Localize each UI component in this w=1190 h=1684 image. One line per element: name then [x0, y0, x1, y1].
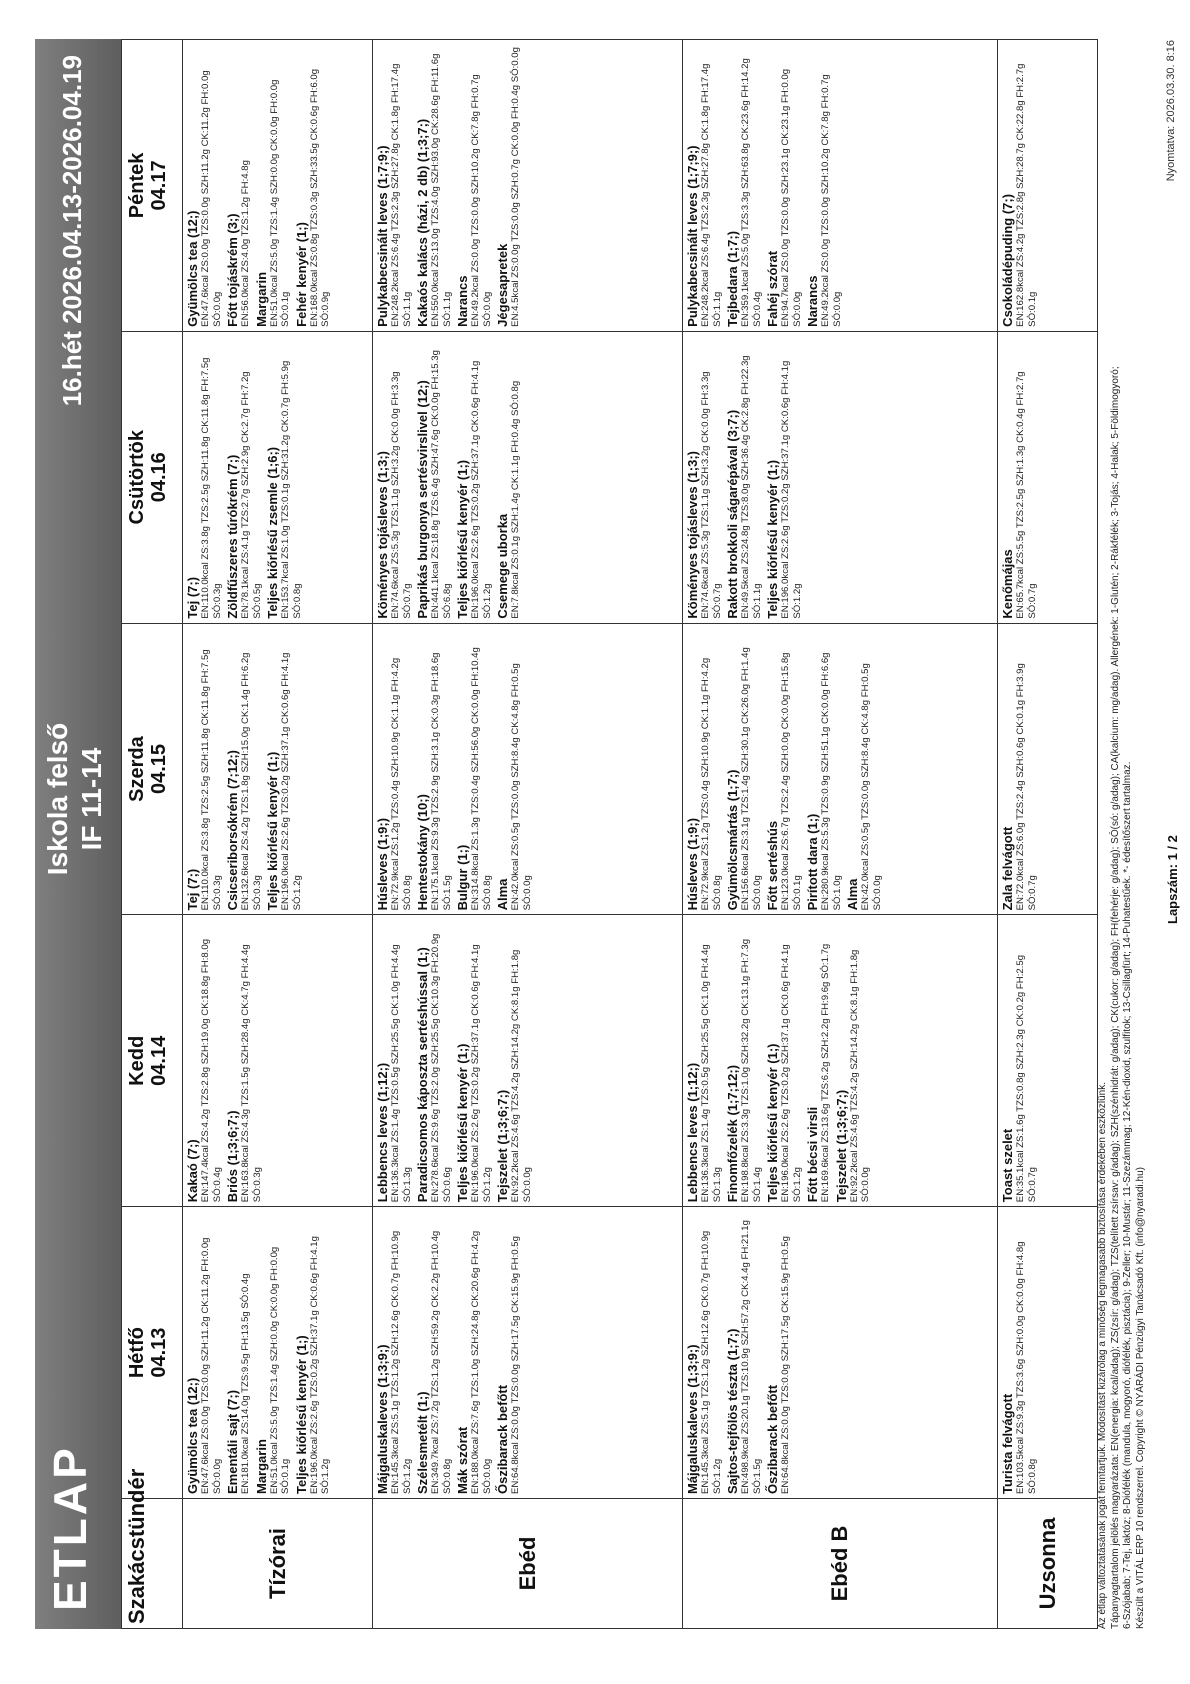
- menu-item: [185, 628, 223, 911]
- dish-name: Főtt tojáskrém (3;): [225, 213, 240, 327]
- nutrition-info: EN:51.0kcal ZS:5.0g TZS:1.4g SZH:0.0g CK:0.0g FH:0.0g SÓ:0.1g: [268, 1246, 291, 1494]
- dish-name: Teljes kiőrlésű kenyér (1;): [265, 751, 280, 911]
- menu-cell: [683, 331, 998, 623]
- dish-name: Bulgur (1;): [455, 844, 470, 911]
- menu-item: [725, 1211, 763, 1494]
- dish-name: Zala felvágott: [1000, 826, 1015, 911]
- menu-table: [121, 39, 1098, 1629]
- menu-cell: [183, 331, 373, 623]
- nutrition-info: EN:196.0kcal ZS:2.6g TZS:0.2g SZH:37.1g CK:0.6g FH:4.1g SÓ:1.2g: [470, 360, 493, 619]
- dish-name: Ementáli sajt (7;): [225, 1389, 240, 1494]
- dish-name: Köményes tojásleves (1;3;): [685, 450, 700, 619]
- menu-cell: [183, 623, 373, 915]
- nutrition-info: EN:349.7kcal ZS:7.2g TZS:1.2g SZH:59.2g CK:2.2g FH:10.4g SÓ:0.8g: [430, 1230, 453, 1494]
- dish-name: Tej (7;): [185, 576, 200, 619]
- menu-item: [225, 44, 252, 327]
- dish-name: Margarin: [253, 271, 269, 327]
- dish-name: Teljes kiőrlésű zsemle (1;6;): [265, 446, 280, 619]
- dish-name: Briós (1;3;6;7;): [225, 1110, 240, 1203]
- menu-item: [834, 919, 872, 1202]
- nutrition-info: EN:153.7kcal ZS:1.0g TZS:0.1g SZH:31.2g CK:0.7g FH:5.9g SÓ:0.8g: [280, 360, 303, 619]
- menu-item: [1000, 336, 1038, 619]
- nutrition-info: EN:196.0kcal ZS:2.6g TZS:0.2g SZH:37.1g CK:0.6g FH:4.1g SÓ:1.2g: [780, 944, 803, 1203]
- dish-name: Narancs: [455, 275, 470, 327]
- nutrition-info: EN:198.8kcal ZS:3.3g TZS:1.0g SZH:32.2g CK:13.1g FH:7.3g SÓ:1.4g: [740, 938, 763, 1203]
- day-header: [122, 623, 183, 915]
- menu-item: [725, 919, 763, 1202]
- dish-name: Gyümölcs tea (12;): [185, 210, 200, 327]
- nutrition-info: EN:123.0kcal ZS:6.7g TZS:2.4g SZH:0.0g CK:0.0g FH:15.8g SÓ:0.1g: [780, 652, 803, 911]
- nutrition-info: EN:78.1kcal ZS:4.1g TZS:2.7g SZH:2.9g CK:2.7g FH:7.2g SÓ:0.5g: [240, 371, 263, 619]
- menu-item: [495, 1211, 522, 1494]
- week-label: 16.hét 2026.04.13-2026.04.19: [57, 55, 87, 407]
- nutrition-info: EN:162.8kcal ZS:4.2g TZS:2.8g SZH:28.7g CK:22.8g FH:2.7g SÓ:0.1g: [1015, 63, 1038, 327]
- dish-name: Finomfőzelék (1;7;12;): [725, 1064, 740, 1203]
- dish-name: Paprikás burgonya sertésvirslivel (12;): [415, 380, 430, 619]
- day-date: 04.14: [148, 1035, 170, 1086]
- dish-name: Húsleves (1;9;): [685, 817, 700, 911]
- menu-item: [1000, 1211, 1038, 1494]
- footer-notes: [1097, 39, 1147, 1629]
- day-date: 04.13: [148, 1327, 170, 1378]
- nutrition-info: EN:42.0kcal ZS:0.5g TZS:0.0g SZH:8.4g CK:4.8g FH:0.5g SÓ:0.0g: [510, 663, 533, 911]
- menu-item: [375, 628, 413, 911]
- nutrition-info: EN:359.1kcal ZS:5.0g TZS:3.3g SZH:63.8g CK:23.6g FH:14.2g SÓ:0.4g: [740, 58, 763, 327]
- nutrition-info: EN:168.0kcal ZS:0.8g TZS:0.3g SZH:33.5g CK:0.6g FH:6.0g SÓ:0.9g: [308, 68, 331, 327]
- dish-name: Kakaós kalács (házi, 2 db) (1;3;7;): [415, 118, 430, 327]
- dish-name: Őszibarack befőtt: [765, 1384, 780, 1494]
- menu-cell: [683, 915, 998, 1207]
- menu-item: [455, 628, 493, 911]
- dish-name: Tejszelet (1;3;6;7;): [495, 1089, 510, 1203]
- menu-body: [183, 40, 1098, 1629]
- day-header: [122, 331, 183, 623]
- nutrition-info: EN:94.7kcal ZS:0.0g TZS:0.0g SZH:23.1g CK:23.1g FH:0.0g SÓ:0.0g: [780, 68, 803, 327]
- dish-name: Lebbencs leves (1;12;): [685, 1062, 700, 1203]
- dish-name: Csicseriborsókrém (7;12;): [225, 750, 240, 911]
- menu-item: [375, 336, 413, 619]
- dish-name: Teljes kiőrlésű kenyér (1;): [765, 459, 780, 619]
- days-header-row: [122, 40, 183, 1629]
- nutrition-info: EN:4.5kcal ZS:0.0g TZS:0.0g SZH:0.7g CK:0.0g FH:0.4g SÓ:0.0g: [510, 47, 521, 327]
- menu-item: [254, 1211, 292, 1494]
- nutrition-info: EN:196.0kcal ZS:2.6g TZS:0.2g SZH:37.1g CK:0.6g FH:4.1g SÓ:1.2g: [780, 360, 803, 619]
- nutrition-info: EN:49.2kcal ZS:0.0g TZS:0.0g SZH:10.2g CK:7.8g FH:0.7g SÓ:0.0g: [820, 74, 843, 327]
- school-block: [41, 589, 109, 1009]
- nutrition-info: EN:64.8kcal ZS:0.0g TZS:0.0g SZH:17.5g CK:15.9g FH:0.5g: [510, 1236, 521, 1494]
- menu-item: [185, 44, 223, 327]
- menu-item: [415, 628, 453, 911]
- nutrition-info: EN:92.2kcal ZS:4.6g TZS:4.2g SZH:14.2g CK:8.1g FH:1.8g SÓ:0.0g: [510, 949, 533, 1203]
- menu-cell: [998, 40, 1098, 332]
- footer-line: 6-Szójabab; 7-Tej, laktóz; 8-Diófélék (mandula, mogyoró, diófélék, pisztácia); 9-Zeller; 10-Mustár; 11-Szezámmag; 12-Kén-dioxid, szulfitok; 13-Csillagfürt; 14-Puhatestűek. *- édesítőszert tartalmaz.: [1122, 761, 1133, 1629]
- dish-name: Fahéj szórat: [765, 250, 780, 327]
- nutrition-info: EN:169.6kcal ZS:13.6g TZS:6.2g SZH:2.2g FH:9.6g SÓ:1.7g: [820, 943, 831, 1203]
- nutrition-info: EN:110.0kcal ZS:3.8g TZS:2.5g SZH:11.8g CK:11.8g FH:7.5g SÓ:0.3g: [200, 649, 223, 911]
- dish-name: Alma: [495, 878, 510, 911]
- menu-cell: [183, 915, 373, 1207]
- menu-cell: [183, 1207, 373, 1499]
- menu-item: [455, 919, 493, 1202]
- menu-item: [1000, 919, 1038, 1202]
- dish-name: Őszibarack befőtt: [495, 1384, 510, 1494]
- grade-label: IF 11-14: [76, 747, 107, 851]
- meal-row: [998, 40, 1098, 1629]
- menu-item: [805, 919, 832, 1202]
- dish-name: Turista felvágott: [1000, 1393, 1015, 1494]
- dish-name: Kakaó (7;): [185, 1139, 200, 1203]
- school-name: Iskola felső: [42, 722, 73, 876]
- day-header: [122, 915, 183, 1207]
- dish-name: Tej (7;): [185, 868, 200, 911]
- nutrition-info: EN:65.7kcal ZS:5.5g TZS:2.5g SZH:1.3g CK:0.4g FH:2.7g SÓ:0.7g: [1015, 371, 1038, 619]
- day-name: Csütörtök: [126, 429, 148, 525]
- meal-label: Tízórai: [183, 1499, 373, 1629]
- dish-name: Kenőmájas: [1000, 549, 1015, 619]
- dish-name: Csokoládépuding (7;): [1000, 193, 1015, 327]
- dish-name: Rakott brokkoli ságarépával (3;7;): [725, 409, 740, 619]
- day-header: [122, 1207, 183, 1499]
- nutrition-info: EN:188.0kcal ZS:7.6g TZS:1.0g SZH:24.8g CK:20.6g FH:4.2g SÓ:0.0g: [470, 1230, 493, 1494]
- menu-item: [455, 44, 493, 327]
- day-name: Péntek: [126, 152, 148, 219]
- menu-item: [225, 919, 263, 1202]
- nutrition-info: EN:181.0kcal ZS:14.0g TZS:9.5g FH:13.5g SÓ:0.4g: [240, 1273, 251, 1494]
- dish-name: Paradicsomos káposzta sertéshússal (1;): [415, 947, 430, 1203]
- menu-item: [415, 919, 453, 1202]
- meal-row: [683, 40, 998, 1629]
- dish-name: Teljes kiőrlésű kenyér (1;): [765, 1043, 780, 1203]
- menu-item: [845, 628, 883, 911]
- menu-item: [185, 336, 223, 619]
- day-name: Hétfő: [126, 1327, 148, 1379]
- nutrition-info: EN:280.9kcal ZS:5.3g TZS:0.9g SZH:51.1g CK:0.0g FH:6.6g SÓ:1.0g: [820, 652, 843, 911]
- nutrition-info: EN:314.8kcal ZS:1.3g TZS:0.4g SZH:56.0g CK:0.0g FH:10.4g SÓ:0.8g: [470, 647, 493, 911]
- menu-item: [805, 44, 843, 327]
- menu-item: [225, 1211, 252, 1494]
- nutrition-info: EN:145.3kcal ZS:5.1g TZS:1.2g SZH:12.6g CK:0.7g FH:10.9g SÓ:1.2g: [700, 1230, 723, 1494]
- nutrition-info: EN:110.0kcal ZS:3.8g TZS:2.5g SZH:11.8g CK:11.8g FH:7.5g SÓ:0.3g: [200, 357, 223, 619]
- nutrition-info: EN:278.6kcal ZS:9.6g TZS:2.0g SZH:25.5g CK:10.3g FH:20.9g SÓ:0.6g: [430, 933, 453, 1203]
- day-date: 04.16: [148, 452, 170, 503]
- dish-name: Főtt bécsi virsli: [805, 1106, 820, 1203]
- nutrition-info: EN:156.6kcal ZS:3.1g TZS:1.4g SZH:30.1g CK:26.0g FH:1.4g SÓ:0.0g: [740, 647, 763, 911]
- meal-label: Ebéd B: [683, 1499, 998, 1629]
- dish-name: Szélesmetélt (1;): [415, 1391, 430, 1494]
- page-number: Lapszám: 1 / 2: [1165, 835, 1180, 924]
- menu-item: [265, 336, 303, 619]
- dish-name: Májgaluskaleves (1;3;9;): [375, 1344, 390, 1494]
- menu-item: [375, 1211, 413, 1494]
- dish-name: Májgaluskaleves (1;3;9;): [685, 1344, 700, 1494]
- meal-label: Uzsonna: [998, 1499, 1098, 1629]
- nutrition-info: EN:196.0kcal ZS:2.6g TZS:0.2g SZH:37.1g CK:0.6g FH:4.1g SÓ:1.2g: [308, 1236, 331, 1494]
- menu-cell: [183, 40, 373, 332]
- dish-name: Zöldfűszeres túrókrém (7;): [225, 454, 240, 619]
- menu-item: [254, 44, 292, 327]
- menu-cell: [373, 1207, 683, 1499]
- menu-item: [685, 336, 723, 619]
- nutrition-info: EN:7.8kcal ZS:0.1g SZH:1.4g CK:1.1g FH:0.4g SÓ:0.8g: [510, 380, 521, 619]
- nutrition-info: EN:42.0kcal ZS:0.5g TZS:0.0g SZH:8.4g CK:4.8g FH:0.5g SÓ:0.0g: [860, 663, 883, 911]
- nutrition-info: EN:163.8kcal ZS:4.3g TZS:1.5g SZH:28.4g CK:4.7g FH:4.4g SÓ:0.3g: [240, 944, 263, 1203]
- nutrition-info: EN:196.0kcal ZS:2.6g TZS:0.2g SZH:37.1g CK:0.6g FH:4.1g SÓ:1.2g: [280, 652, 303, 911]
- nutrition-info: EN:136.3kcal ZS:1.4g TZS:0.5g SZH:25.5g CK:1.0g FH:4.4g SÓ:1.3g: [390, 944, 413, 1203]
- menu-cell: [683, 40, 998, 332]
- nutrition-info: EN:550.0kcal ZS:13.0g TZS:4.0g SZH:93.0g CK:28.6g FH:11.6g SÓ:1.1g: [430, 53, 453, 327]
- nutrition-info: EN:248.2kcal ZS:6.4g TZS:2.3g SZH:27.8g CK:1.8g FH:17.4g SÓ:1.1g: [390, 63, 413, 327]
- dish-name: Főtt sertéshús: [765, 820, 780, 911]
- dish-name: Sajtos-tejfölös tészta (1;7;): [725, 1328, 740, 1494]
- nutrition-info: EN:196.0kcal ZS:2.6g TZS:0.2g SZH:37.1g CK:0.6g FH:4.1g SÓ:1.2g: [470, 944, 493, 1203]
- menu-item: [265, 628, 303, 911]
- menu-cell: [373, 915, 683, 1207]
- dish-name: Toast szelet: [1000, 1128, 1015, 1203]
- nutrition-info: EN:64.8kcal ZS:0.0g TZS:0.0g SZH:17.5g CK:15.9g FH:0.5g: [780, 1236, 791, 1494]
- nutrition-info: EN:74.6kcal ZS:5.3g TZS:1.1g SZH:3.2g CK:0.0g FH:3.3g SÓ:0.7g: [700, 371, 723, 619]
- nutrition-info: EN:147.4kcal ZS:4.2g TZS:2.8g SZH:19.0g CK:18.8g FH:8.0g SÓ:0.4g: [200, 938, 223, 1203]
- menu-item: [225, 336, 263, 619]
- nutrition-info: EN:132.6kcal ZS:4.2g TZS:1.8g SZH:15.0g CK:1.4g FH:6.2g SÓ:0.3g: [240, 652, 263, 911]
- header-bar: [35, 39, 121, 1629]
- menu-item: [185, 919, 223, 1202]
- dish-name: Köményes tojásleves (1;3;): [375, 450, 390, 619]
- nutrition-info: EN:47.6kcal ZS:0.0g TZS:0.0g SZH:11.2g CK:11.2g FH:0.0g SÓ:0.0g: [200, 70, 223, 327]
- dish-name: Jégesapretek: [495, 243, 510, 327]
- menu-item: [455, 1211, 493, 1494]
- footer-line: Az étlap változtatásának jogát fenntartjuk. Módosítást kizárólag a minőség legmagasabb biztosítása érdekében eszközlünk.: [1097, 1082, 1108, 1629]
- menu-title: ETLAP: [44, 1445, 96, 1611]
- dish-name: Narancs: [805, 275, 820, 327]
- day-name: Szerda: [126, 736, 148, 802]
- print-date: Nyomtatva: 2026.03.30. 8:16: [1165, 40, 1177, 182]
- nutrition-info: EN:248.2kcal ZS:6.4g TZS:2.3g SZH:27.8g CK:1.8g FH:17.4g SÓ:1.1g: [700, 63, 723, 327]
- dish-name: Alma: [845, 878, 860, 911]
- dish-name: Teljes kiőrlésű kenyér (1;): [455, 459, 470, 619]
- menu-item: [725, 44, 763, 327]
- nutrition-info: EN:92.2kcal ZS:4.6g TZS:4.2g SZH:14.2g CK:8.1g FH:1.8g SÓ:0.0g: [848, 949, 871, 1203]
- nutrition-info: EN:498.9kcal ZS:20.1g TZS:10.9g SZH:57.2g CK:4.4g FH:21.1g SÓ:1.5g: [740, 1220, 763, 1494]
- menu-item: [415, 1211, 453, 1494]
- day-header: [122, 40, 183, 332]
- menu-item: [1000, 628, 1038, 911]
- corner-cell: [122, 1468, 183, 1629]
- menu-cell: [373, 623, 683, 915]
- nutrition-info: EN:103.5kcal ZS:9.3g TZS:3.6g SZH:0.0g CK:0.0g FH:4.8g SÓ:0.8g: [1015, 1241, 1038, 1494]
- dish-name: Tejbedara (1;7;): [725, 230, 740, 327]
- menu-item: [495, 919, 533, 1202]
- nutrition-info: EN:35.1kcal ZS:1.6g TZS:0.8g SZH:2.3g CK:0.2g FH:2.5g SÓ:0.7g: [1015, 954, 1038, 1203]
- menu-item: [725, 336, 763, 619]
- nutrition-info: EN:441.1kcal ZS:18.8g TZS:6.4g SZH:47.6g CK:0.0g FH:15.3g SÓ:6.8g: [430, 350, 453, 619]
- cook-name: Szakácstündér: [124, 1468, 149, 1624]
- menu-item: [495, 44, 522, 327]
- menu-item: [685, 1211, 723, 1494]
- menu-item: [185, 1211, 223, 1494]
- menu-item: [294, 1211, 332, 1494]
- menu-item: [455, 336, 493, 619]
- menu-item: [294, 44, 332, 327]
- menu-item: [765, 1211, 792, 1494]
- menu-item: [685, 44, 723, 327]
- menu-item: [375, 919, 413, 1202]
- day-date: 04.15: [148, 743, 170, 795]
- menu-item: [495, 336, 522, 619]
- menu-item: [725, 628, 763, 911]
- nutrition-info: EN:74.6kcal ZS:5.3g TZS:1.1g SZH:3.2g CK:0.0g FH:3.3g SÓ:0.7g: [390, 371, 413, 619]
- menu-cell: [683, 1207, 998, 1499]
- menu-item: [225, 628, 263, 911]
- dish-name: Margarin: [253, 1439, 269, 1494]
- dish-name: Pulykabecsinált leves (1;7;9;): [375, 145, 390, 327]
- menu-item: [375, 44, 413, 327]
- menu-item: [805, 628, 843, 911]
- day-name: Kedd: [126, 1035, 148, 1086]
- menu-item: [415, 336, 453, 619]
- menu-item: [765, 44, 803, 327]
- menu-cell: [998, 331, 1098, 623]
- menu-cell: [998, 623, 1098, 915]
- menu-item: [685, 628, 723, 911]
- nutrition-info: EN:72.9kcal ZS:1.2g TZS:0.4g SZH:10.9g CK:1.1g FH:4.2g SÓ:0.8g: [700, 657, 723, 911]
- nutrition-info: EN:56.0kcal ZS:4.0g TZS:1.2g FH:4.8g: [240, 160, 251, 327]
- menu-cell: [683, 623, 998, 915]
- dish-name: Teljes kiőrlésű kenyér (1;): [455, 1043, 470, 1203]
- nutrition-info: EN:72.9kcal ZS:1.2g TZS:0.4g SZH:10.9g CK:1.1g FH:4.2g SÓ:0.8g: [390, 657, 413, 911]
- footer-line: Készült a VITÁL ERP 10 rendszerrel. Copyright © NYÁRÁDI Pénzügyi Tanácsadó Kft. (info@nyaradi.hu): [1134, 1167, 1146, 1629]
- menu-item: [765, 336, 803, 619]
- menu-item: [415, 44, 453, 327]
- meal-row: [373, 40, 683, 1629]
- dish-name: Pulykabecsinált leves (1;7;9;): [685, 145, 700, 327]
- dish-name: Csemege uborka: [495, 513, 510, 619]
- meal-label: Ebéd: [373, 1499, 683, 1629]
- dish-name: Gyümölcsmártás (1;7;): [725, 769, 740, 911]
- menu-cell: [373, 40, 683, 332]
- dish-name: Pirított dara (1;): [805, 813, 820, 911]
- day-date: 04.17: [148, 160, 170, 211]
- menu-item: [1000, 44, 1038, 327]
- dish-name: Teljes kiőrlésű kenyér (1;): [293, 1335, 309, 1494]
- nutrition-info: EN:49.2kcal ZS:0.0g TZS:0.0g SZH:10.2g CK:7.8g FH:0.7g SÓ:0.0g: [470, 74, 493, 327]
- menu-item: [765, 919, 803, 1202]
- dish-name: Tejszelet (1;3;6;7;): [833, 1089, 849, 1203]
- dish-name: Mák szórat: [455, 1426, 470, 1494]
- meal-row: [183, 40, 373, 1629]
- menu-cell: [373, 331, 683, 623]
- menu-item: [685, 919, 723, 1202]
- nutrition-info: EN:175.1kcal ZS:9.3g TZS:2.9g SZH:3.1g CK:0.3g FH:18.6g SÓ:1.5g: [430, 652, 453, 911]
- menu-cell: [998, 1207, 1098, 1499]
- footer-line: Tápanyagtartalom jelölés magyarázata: EN(energia: kcal/adag); ZS(zsír: g/adag); TZS(telített zsírsav: g/adag); SZH(szénhidrát: g/adag); CK(cukor: g/adag); FH(fehérje: g/adag); SÓ(só: g/adag); CA(kalcium: mg/adag). Allergének: 1-Glutén; 2-Rákfélék; 3-Tojás; 4-Halak; 5-Földimogyoró;: [1109, 366, 1121, 1629]
- nutrition-info: EN:72.0kcal ZS:6.0g TZS:2.4g SZH:0.6g CK:0.1g FH:3.9g SÓ:0.7g: [1015, 663, 1038, 911]
- dish-name: Fehér kenyér (1;): [293, 222, 309, 327]
- dish-name: Gyümölcs tea (12;): [185, 1377, 200, 1494]
- dish-name: Húsleves (1;9;): [375, 817, 390, 911]
- dish-name: Hentestokány (10;): [415, 794, 430, 911]
- menu-item: [765, 628, 803, 911]
- nutrition-info: EN:49.5kcal ZS:24.8g TZS:8.0g SZH:36.4g CK:2.8g FH:22.3g SÓ:1.1g: [740, 355, 763, 619]
- nutrition-info: EN:47.6kcal ZS:0.0g TZS:0.0g SZH:11.2g CK:11.2g FH:0.0g SÓ:0.0g: [200, 1237, 223, 1494]
- nutrition-info: EN:145.3kcal ZS:5.1g TZS:1.2g SZH:12.6g CK:0.7g FH:10.9g SÓ:1.2g: [390, 1230, 413, 1494]
- menu-item: [495, 628, 533, 911]
- menu-cell: [998, 915, 1098, 1207]
- dish-name: Lebbencs leves (1;12;): [375, 1062, 390, 1203]
- nutrition-info: EN:136.3kcal ZS:1.4g TZS:0.5g SZH:25.5g CK:1.0g FH:4.4g SÓ:1.3g: [700, 944, 723, 1203]
- nutrition-info: EN:51.0kcal ZS:5.0g TZS:1.4g SZH:0.0g CK:0.0g FH:0.0g SÓ:0.1g: [268, 79, 291, 327]
